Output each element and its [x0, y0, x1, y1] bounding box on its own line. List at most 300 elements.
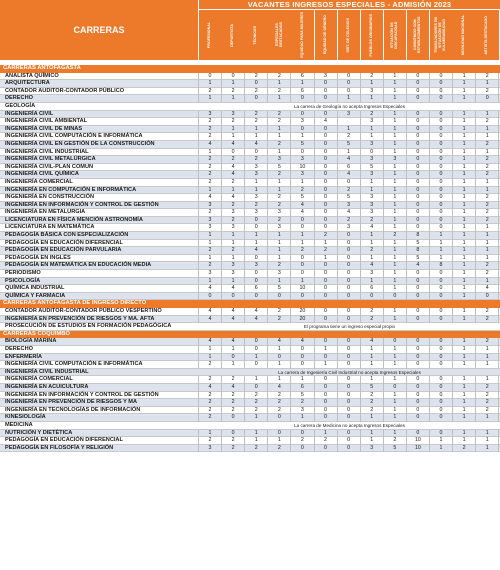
column-divider: [383, 209, 384, 217]
column-divider: [267, 141, 268, 149]
column-divider: [314, 285, 315, 293]
value-cell: 0: [347, 437, 351, 444]
column-header-label: EQUIDAD DE GÉNERO: [322, 15, 327, 55]
value-cell: 1: [370, 186, 374, 193]
table-row: [0, 141, 500, 149]
column-divider: [221, 262, 222, 270]
value-cell: 1: [231, 345, 235, 352]
value-cell: 0: [324, 87, 327, 94]
value-cell: 2: [485, 118, 489, 125]
value-cell: 0: [347, 292, 351, 299]
column-divider: [383, 232, 384, 240]
value-cell: 0: [416, 186, 420, 193]
career-name: CONTADOR AUDITOR-CONTADOR PÚBLICO: [5, 87, 125, 94]
column-divider: [360, 255, 361, 263]
row-note: La carrera de Medicina no acepta Ingresos Especiales: [294, 422, 405, 428]
column-header-label: ESPECIALES DESTACADOS: [274, 22, 283, 48]
table-row: [0, 194, 500, 202]
value-cell: 0: [439, 361, 443, 368]
value-cell: 2: [254, 406, 258, 413]
column-divider: [290, 407, 291, 415]
value-cell: 2: [370, 247, 374, 254]
column-divider: [429, 202, 430, 210]
column-divider: [244, 308, 245, 316]
column-divider: [314, 361, 315, 369]
value-cell: 0: [393, 383, 397, 390]
value-cell: 2: [370, 110, 374, 117]
column-divider: [383, 179, 384, 187]
column-divider: [337, 164, 338, 172]
value-cell: 1: [254, 376, 258, 383]
column-divider: [383, 164, 384, 172]
value-cell: 0: [254, 277, 258, 284]
career-name: PERIODISMO: [5, 270, 41, 277]
value-cell: 3: [347, 224, 351, 231]
value-cell: 0: [439, 406, 443, 413]
column-divider: [383, 316, 384, 324]
value-cell: 1: [462, 414, 466, 421]
column-divider: [429, 187, 430, 195]
column-divider: [290, 285, 291, 293]
column-divider: [314, 194, 315, 202]
column-divider: [244, 285, 245, 293]
column-header: [453, 10, 476, 60]
column-divider: [244, 217, 245, 225]
column-divider: [498, 95, 499, 103]
table-row: [0, 285, 500, 293]
column-divider: [406, 384, 407, 392]
value-cell: 1: [277, 239, 281, 246]
value-cell: 0: [416, 391, 420, 398]
column-divider: [221, 149, 222, 157]
value-cell: 1: [393, 110, 397, 117]
value-cell: 1: [300, 376, 304, 383]
value-cell: 2: [485, 399, 489, 406]
value-cell: 1: [462, 87, 466, 94]
column-divider: [406, 270, 407, 278]
column-divider: [314, 270, 315, 278]
value-cell: 1: [462, 186, 466, 193]
value-cell: 0: [231, 429, 235, 436]
value-cell: 1: [277, 148, 281, 155]
column-divider: [498, 247, 499, 255]
value-cell: 1: [485, 239, 489, 246]
column-divider: [290, 111, 291, 119]
career-name: CONTADOR AUDITOR-CONTADOR PÚBLICO VESPERTINO: [5, 308, 162, 314]
value-cell: 1: [277, 437, 281, 444]
column-divider: [198, 232, 199, 240]
column-divider: [383, 156, 384, 164]
column-divider: [198, 407, 199, 415]
value-cell: 2: [231, 201, 235, 208]
column-divider: [267, 376, 268, 384]
column-divider: [244, 384, 245, 392]
column-divider: [337, 414, 338, 422]
value-cell: 1: [462, 133, 466, 140]
column-divider: [475, 445, 476, 453]
column-divider: [498, 118, 499, 126]
table-row: [0, 376, 500, 384]
value-cell: 2: [254, 87, 258, 94]
column-divider: [221, 278, 222, 286]
value-cell: 0: [416, 125, 420, 132]
value-cell: 0: [439, 308, 443, 314]
value-cell: 1: [277, 133, 281, 140]
table-body: [0, 65, 500, 452]
column-divider: [198, 80, 199, 88]
column-divider: [429, 133, 430, 141]
value-cell: 4: [208, 308, 212, 314]
value-cell: 1: [370, 239, 374, 246]
column-divider: [221, 73, 222, 81]
value-cell: 1: [485, 376, 489, 383]
column-divider: [290, 133, 291, 141]
value-cell: 1: [462, 171, 466, 178]
column-divider: [475, 126, 476, 134]
value-cell: 1: [462, 437, 466, 444]
value-cell: 2: [208, 247, 212, 254]
value-cell: 4: [370, 338, 374, 345]
value-cell: 1: [485, 247, 489, 254]
column-divider: [452, 384, 453, 392]
value-cell: 2: [485, 209, 489, 216]
value-cell: 1: [393, 216, 397, 223]
value-cell: 0: [439, 148, 443, 155]
column-divider: [198, 430, 199, 438]
column-header-label: PUEBLOS ORIGINARIOS: [368, 13, 373, 57]
column-divider: [360, 232, 361, 240]
value-cell: 4: [254, 315, 258, 322]
value-cell: 4: [231, 315, 235, 322]
career-name: NUTRICIÓN Y DIETÉTICA: [5, 429, 73, 436]
column-divider: [498, 255, 499, 263]
column-divider: [360, 354, 361, 362]
column-divider: [221, 407, 222, 415]
column-divider: [314, 118, 315, 126]
value-cell: 4: [277, 383, 281, 390]
value-cell: 1: [393, 414, 397, 421]
column-divider: [244, 430, 245, 438]
column-divider: [267, 255, 268, 263]
column-divider: [452, 376, 453, 384]
column-divider: [475, 111, 476, 119]
value-cell: 1: [370, 429, 374, 436]
column-divider: [383, 407, 384, 415]
column-divider: [244, 316, 245, 324]
value-cell: 0: [439, 216, 443, 223]
value-cell: 1: [393, 194, 397, 201]
column-divider: [383, 445, 384, 453]
column-divider: [244, 278, 245, 286]
value-cell: 1: [254, 178, 258, 185]
value-cell: 0: [416, 201, 420, 208]
column-divider: [406, 308, 407, 316]
value-cell: 0: [416, 399, 420, 406]
value-cell: 2: [231, 399, 235, 406]
column-divider: [498, 270, 499, 278]
section-header: CARRERAS ANTOFAGASTA DE INGRESO DIRECTO: [0, 300, 500, 308]
column-divider: [337, 126, 338, 134]
value-cell: 0: [300, 444, 304, 451]
value-cell: 0: [416, 429, 420, 436]
table-row: [0, 73, 500, 81]
column-divider: [221, 376, 222, 384]
column-divider: [337, 392, 338, 400]
value-cell: 1: [208, 186, 212, 193]
column-divider: [244, 262, 245, 270]
table-row: [0, 445, 500, 453]
column-divider: [337, 384, 338, 392]
column-divider: [475, 414, 476, 422]
value-cell: 1: [485, 232, 489, 239]
value-cell: 2: [277, 118, 281, 125]
column-divider: [337, 293, 338, 301]
table-row: [0, 369, 500, 377]
value-cell: 2: [231, 376, 235, 383]
career-name: INGENIERÍA COMERCIAL: [5, 376, 73, 383]
column-divider: [267, 194, 268, 202]
column-divider: [406, 171, 407, 179]
value-cell: 1: [370, 414, 374, 421]
column-divider: [198, 361, 199, 369]
value-cell: 1: [370, 437, 374, 444]
value-cell: 0: [324, 376, 327, 383]
column-divider: [337, 262, 338, 270]
value-cell: 1: [254, 414, 258, 421]
column-divider: [452, 316, 453, 324]
column-divider: [221, 240, 222, 248]
column-divider: [221, 187, 222, 195]
column-divider: [360, 247, 361, 255]
value-cell: 1: [208, 353, 212, 360]
table-row: [0, 270, 500, 278]
section-header: CARRERAS ANTOFAGASTA: [0, 65, 500, 73]
value-cell: 1: [370, 178, 374, 185]
value-cell: 1: [254, 437, 258, 444]
value-cell: 1: [300, 232, 304, 239]
column-divider: [452, 262, 453, 270]
career-name: INGENIERÍA CIVIL AMBIENTAL: [5, 118, 88, 125]
column-divider: [360, 73, 361, 81]
column-divider: [475, 293, 476, 301]
career-name: INGENIERÍA CIVIL METALÚRGICA: [5, 156, 96, 163]
value-cell: 1: [462, 308, 466, 314]
column-divider: [290, 392, 291, 400]
column-divider: [360, 240, 361, 248]
value-cell: 8: [439, 262, 443, 269]
column-divider: [198, 194, 199, 202]
column-divider: [429, 392, 430, 400]
value-cell: 2: [231, 391, 235, 398]
table-row: [0, 293, 500, 301]
column-header-label: MOVILIDAD NACIONAL: [461, 14, 466, 56]
column-divider: [406, 232, 407, 240]
column-divider: [498, 217, 499, 225]
table-row: [0, 103, 500, 111]
career-name: KINESIOLOGÍA: [5, 414, 46, 421]
value-cell: 2: [277, 171, 281, 178]
column-divider: [360, 149, 361, 157]
value-cell: 1: [462, 156, 466, 163]
value-cell: 2: [485, 315, 489, 322]
career-name: INGENIERÍA CIVIL EN GESTIÓN DE LA CONSTRUCCIÓN: [5, 140, 155, 147]
table-row: [0, 149, 500, 157]
table-row: [0, 407, 500, 415]
column-divider: [498, 278, 499, 286]
column-divider: [314, 149, 315, 157]
value-cell: 0: [393, 292, 397, 299]
column-divider: [498, 354, 499, 362]
value-cell: 0: [324, 125, 327, 132]
career-name: INGENIERÍA CIVIL-PLAN COMUN: [5, 163, 94, 170]
table-row: [0, 224, 500, 232]
column-divider: [314, 179, 315, 187]
value-cell: 2: [347, 186, 351, 193]
career-name: INGENIERÍA CIVIL DE MINAS: [5, 125, 83, 132]
value-cell: 0: [254, 95, 258, 102]
column-divider: [406, 392, 407, 400]
column-divider: [198, 262, 199, 270]
column-divider: [406, 255, 407, 263]
value-cell: 4: [208, 338, 212, 345]
column-divider: [314, 316, 315, 324]
career-name: PEDAGOGÍA BÁSICA CON ESPECIALIZACIÓN: [5, 232, 129, 239]
value-cell: 0: [439, 80, 443, 87]
column-divider: [244, 133, 245, 141]
column-divider: [314, 346, 315, 354]
column-divider: [475, 346, 476, 354]
column-divider: [221, 399, 222, 407]
column-divider: [383, 194, 384, 202]
table-row: [0, 422, 500, 430]
value-cell: 3: [231, 209, 235, 216]
value-cell: 1: [462, 262, 466, 269]
value-cell: 0: [300, 95, 304, 102]
value-cell: 2: [300, 186, 304, 193]
column-divider: [406, 437, 407, 445]
value-cell: 0: [416, 110, 420, 117]
column-divider: [198, 118, 199, 126]
column-divider: [383, 308, 384, 316]
value-cell: 0: [439, 186, 443, 193]
value-cell: 1: [208, 239, 212, 246]
value-cell: 1: [231, 232, 235, 239]
column-divider: [337, 376, 338, 384]
column-divider: [337, 247, 338, 255]
value-cell: 1: [254, 239, 258, 246]
column-divider: [475, 171, 476, 179]
column-divider: [429, 240, 430, 248]
value-cell: 1: [393, 399, 397, 406]
value-cell: 2: [370, 399, 374, 406]
column-divider: [452, 392, 453, 400]
row-note: El programa tiene un ingreso especial propio: [303, 324, 396, 330]
value-cell: 0: [370, 148, 374, 155]
column-header-label: TRABAJADORES EN SITUACIÓN DE VULNERABILIDAD: [434, 17, 447, 53]
column-divider: [475, 133, 476, 141]
value-cell: 10: [299, 163, 306, 170]
column-divider: [267, 133, 268, 141]
column-divider: [290, 270, 291, 278]
value-cell: 0: [347, 178, 351, 185]
column-divider: [221, 338, 222, 346]
value-cell: 2: [370, 216, 374, 223]
column-divider: [244, 194, 245, 202]
value-cell: 3: [208, 224, 212, 231]
value-cell: 2: [208, 399, 212, 406]
value-cell: 1: [439, 437, 443, 444]
value-cell: 0: [439, 285, 443, 292]
value-cell: 0: [347, 315, 351, 322]
column-divider: [314, 126, 315, 134]
column-divider: [475, 118, 476, 126]
value-cell: 2: [254, 156, 258, 163]
career-name: MEDICINA: [5, 421, 33, 428]
career-name: INGENIERÍA CIVIL COMPUTACIÓN E INFORMÁTICA: [5, 361, 143, 368]
column-divider: [360, 187, 361, 195]
column-header: [291, 10, 314, 60]
value-cell: 1: [393, 171, 397, 178]
column-divider: [267, 224, 268, 232]
column-divider: [475, 316, 476, 324]
value-cell: 5: [300, 140, 304, 147]
value-cell: 0: [300, 353, 304, 360]
column-divider: [498, 285, 499, 293]
column-divider: [360, 270, 361, 278]
column-divider: [360, 376, 361, 384]
value-cell: 2: [485, 383, 489, 390]
value-cell: 0: [300, 262, 304, 269]
column-divider: [406, 118, 407, 126]
column-divider: [244, 270, 245, 278]
column-divider: [337, 437, 338, 445]
value-cell: 2: [208, 414, 212, 421]
column-divider: [221, 194, 222, 202]
column-divider: [406, 361, 407, 369]
value-cell: 2: [347, 216, 351, 223]
column-divider: [221, 285, 222, 293]
value-cell: 1: [393, 262, 397, 269]
value-cell: 0: [416, 383, 420, 390]
value-cell: 0: [254, 224, 258, 231]
column-header-label: TÉCNICOS: [253, 25, 258, 45]
column-divider: [314, 308, 315, 316]
value-cell: 1: [393, 118, 397, 125]
value-cell: 1: [208, 345, 212, 352]
column-divider: [314, 111, 315, 119]
column-divider: [267, 278, 268, 286]
value-cell: 1: [393, 247, 397, 254]
value-cell: 1: [462, 95, 466, 102]
column-divider: [429, 338, 430, 346]
value-cell: 1: [462, 72, 466, 79]
value-cell: 1: [462, 429, 466, 436]
value-cell: 1: [462, 292, 466, 299]
column-divider: [337, 285, 338, 293]
value-cell: 2: [277, 315, 281, 322]
value-cell: 3: [231, 270, 235, 277]
column-header-label: EQUIDAD PARA MUJERES: [299, 12, 304, 58]
value-cell: 1: [462, 125, 466, 132]
column-divider: [360, 262, 361, 270]
column-divider: [314, 255, 315, 263]
column-divider: [452, 194, 453, 202]
value-cell: 1: [277, 254, 281, 261]
column-header: [476, 10, 499, 60]
value-cell: 0: [300, 148, 304, 155]
column-divider: [498, 164, 499, 172]
value-cell: 3: [254, 163, 258, 170]
